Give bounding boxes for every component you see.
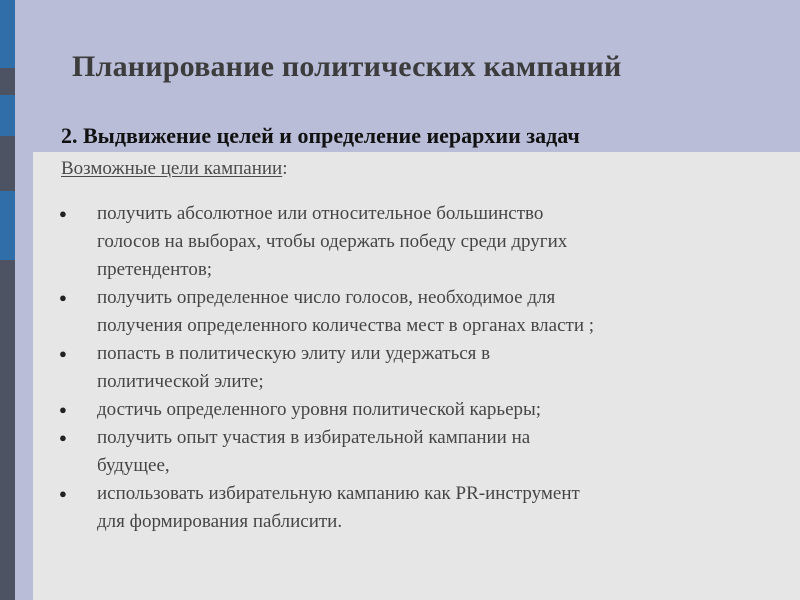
goal-line: использовать избирательную кампанию как PR-инструмент (97, 483, 580, 504)
accent-bar (0, 0, 15, 68)
goal-item (59, 396, 759, 424)
goal-item (59, 284, 759, 340)
goal-line: попасть в политическую элиту или удержаться в (97, 343, 491, 364)
bullet-dot-icon: ● (59, 206, 67, 221)
goals-label (61, 158, 288, 180)
bullet-dot-icon: ● (59, 430, 67, 445)
goal-item (59, 340, 759, 396)
goal-item (59, 200, 759, 284)
goal-line: достичь определенного уровня политической карьеры; (97, 399, 542, 420)
goal-item (59, 480, 759, 536)
goals-list (59, 200, 759, 536)
goals-label-text: Возможные цели кампании (61, 158, 283, 179)
goal-line: получить определенное число голосов, необходимое для (97, 287, 556, 308)
goal-line: получения определенного количества мест в органах власти ; (97, 315, 595, 336)
bullet-dot-icon: ● (59, 290, 67, 305)
slide-title: Планирование политических кампаний (72, 50, 622, 83)
goal-line: будущее, (97, 455, 170, 476)
goal-item (59, 424, 759, 480)
bullet-dot-icon: ● (59, 346, 67, 361)
goal-line: получить абсолютное или относительное большинство (97, 203, 544, 224)
goal-line: для формирования паблисити. (97, 511, 343, 532)
slide-subtitle: 2. Выдвижение целей и определение иерархии задач (61, 123, 580, 148)
accent-bar (0, 95, 15, 136)
goal-line: голосов на выборах, чтобы одержать победу среди других (97, 231, 568, 252)
bullet-dot-icon: ● (59, 402, 67, 417)
accent-bar (0, 191, 15, 260)
left-strip (0, 0, 15, 600)
goal-line: получить опыт участия в избирательной кампании на (97, 427, 531, 448)
bullet-dot-icon: ● (59, 486, 67, 501)
goals-label-suffix: : (282, 158, 288, 179)
goal-line: политической элите; (97, 371, 264, 392)
goal-line: претендентов; (97, 259, 213, 280)
